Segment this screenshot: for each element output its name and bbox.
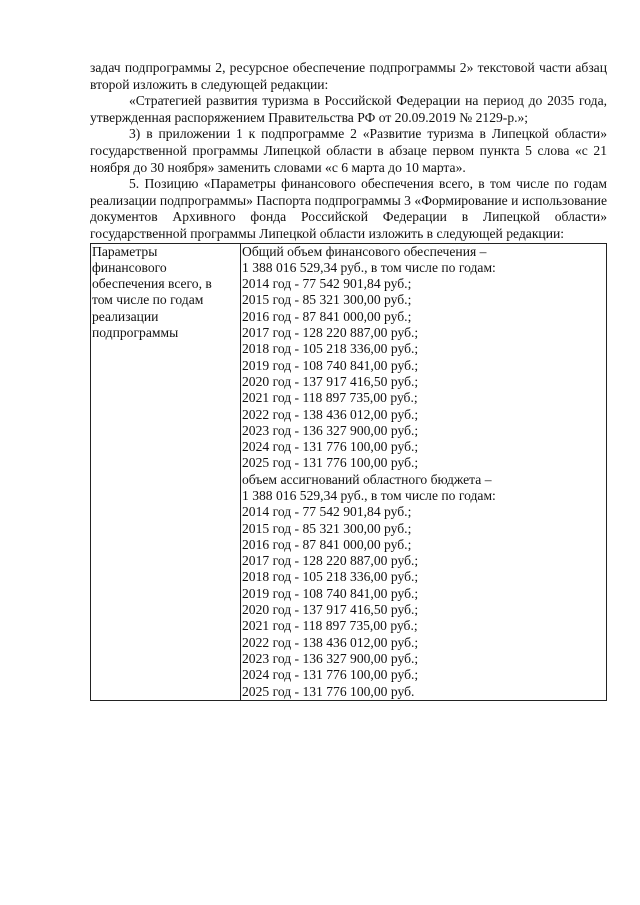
financing-amount-line: 2025 год - 131 776 100,00 руб. <box>242 683 415 699</box>
financing-amount-line: 2017 год - 128 220 887,00 руб.; <box>242 553 419 569</box>
paragraph-strategy-quote: «Стратегией развития туризма в Российской Федерации на период до 2035 года, утвержденная распоряжением Правительства РФ от 20.09.2019 № 2129-р.»; <box>90 93 607 125</box>
parameter-label-line: подпрограммы <box>92 325 179 341</box>
parameter-label-line: Параметры <box>92 243 158 259</box>
financing-amount-line: 2023 год - 136 327 900,00 руб.; <box>242 422 419 438</box>
financing-amount-line: объем ассигнований областного бюджета – <box>242 471 492 487</box>
financing-amount-line: 2025 год - 131 776 100,00 руб.; <box>242 455 419 471</box>
financing-amount-line: 2019 год - 108 740 841,00 руб.; <box>242 585 419 601</box>
financing-amount-line: 2018 год - 105 218 336,00 руб.; <box>242 569 419 585</box>
financing-amount-line: 2018 год - 105 218 336,00 руб.; <box>242 341 419 357</box>
parameter-label-line: том числе по годам <box>92 292 204 308</box>
parameter-label-line: реализации <box>92 308 159 324</box>
parameter-label-line: финансового <box>92 259 167 275</box>
financing-parameters-table <box>90 243 607 701</box>
document-page <box>90 60 607 701</box>
financing-amount-line: 2016 год - 87 841 000,00 руб.; <box>242 536 412 552</box>
financing-amount-line: 2020 год - 137 917 416,50 руб.; <box>242 602 419 618</box>
paragraph-item-3: 3) в приложении 1 к подпрограмме 2 «Развитие туризма в Липецкой области» государственной программы Липецкой области в абзаце первом пункта 5 слова «с 21 ноября до 30 ноября» заменить словами «с 6 марта до 10 марта». <box>90 126 607 175</box>
financing-amount-line: 2022 год - 138 436 012,00 руб.; <box>242 634 419 650</box>
financing-amount-line: 2020 год - 137 917 416,50 руб.; <box>242 373 419 389</box>
financing-amount-line: 2014 год - 77 542 901,84 руб.; <box>242 276 412 292</box>
parameter-label-line: обеспечения всего, в <box>92 276 212 292</box>
financing-amount-line: 2015 год - 85 321 300,00 руб.; <box>242 520 412 536</box>
financing-amount-line: 2015 год - 85 321 300,00 руб.; <box>242 292 412 308</box>
financing-amount-line: 2017 год - 128 220 887,00 руб.; <box>242 325 419 341</box>
financing-amount-line: 2021 год - 118 897 735,00 руб.; <box>242 390 418 406</box>
parameter-name-cell <box>91 243 241 700</box>
financing-amount-line: 2024 год - 131 776 100,00 руб.; <box>242 667 419 683</box>
financing-amount-line: 2021 год - 118 897 735,00 руб.; <box>242 618 418 634</box>
financing-amount-line: 1 388 016 529,34 руб., в том числе по годам: <box>242 487 496 503</box>
financing-amount-line: 2022 год - 138 436 012,00 руб.; <box>242 406 419 422</box>
paragraph-intro: задач подпрограммы 2, ресурсное обеспечение подпрограммы 2» текстовой части абзац второй изложить в следующей редакции: <box>90 60 607 92</box>
financing-amount-line: 2023 год - 136 327 900,00 руб.; <box>242 650 419 666</box>
parameter-value-cell <box>241 243 607 700</box>
financing-amount-line: 2016 год - 87 841 000,00 руб.; <box>242 308 412 324</box>
financing-amount-line: 1 388 016 529,34 руб., в том числе по годам: <box>242 259 496 275</box>
financing-amount-line: 2024 год - 131 776 100,00 руб.; <box>242 439 419 455</box>
financing-amount-line: Общий объем финансового обеспечения – <box>242 243 487 259</box>
financing-amount-line: 2014 год - 77 542 901,84 руб.; <box>242 504 412 520</box>
table-row <box>91 243 607 700</box>
paragraph-item-5: 5. Позицию «Параметры финансового обеспечения всего, в том числе по годам реализации подпрограммы» Паспорта подпрограммы 3 «Формирование и использование документов Архивного фонда Российской Федерации в Липецкой области» государственной программы Липецкой области изложить в следующей редакции: <box>90 176 607 241</box>
financing-amount-line: 2019 год - 108 740 841,00 руб.; <box>242 357 419 373</box>
